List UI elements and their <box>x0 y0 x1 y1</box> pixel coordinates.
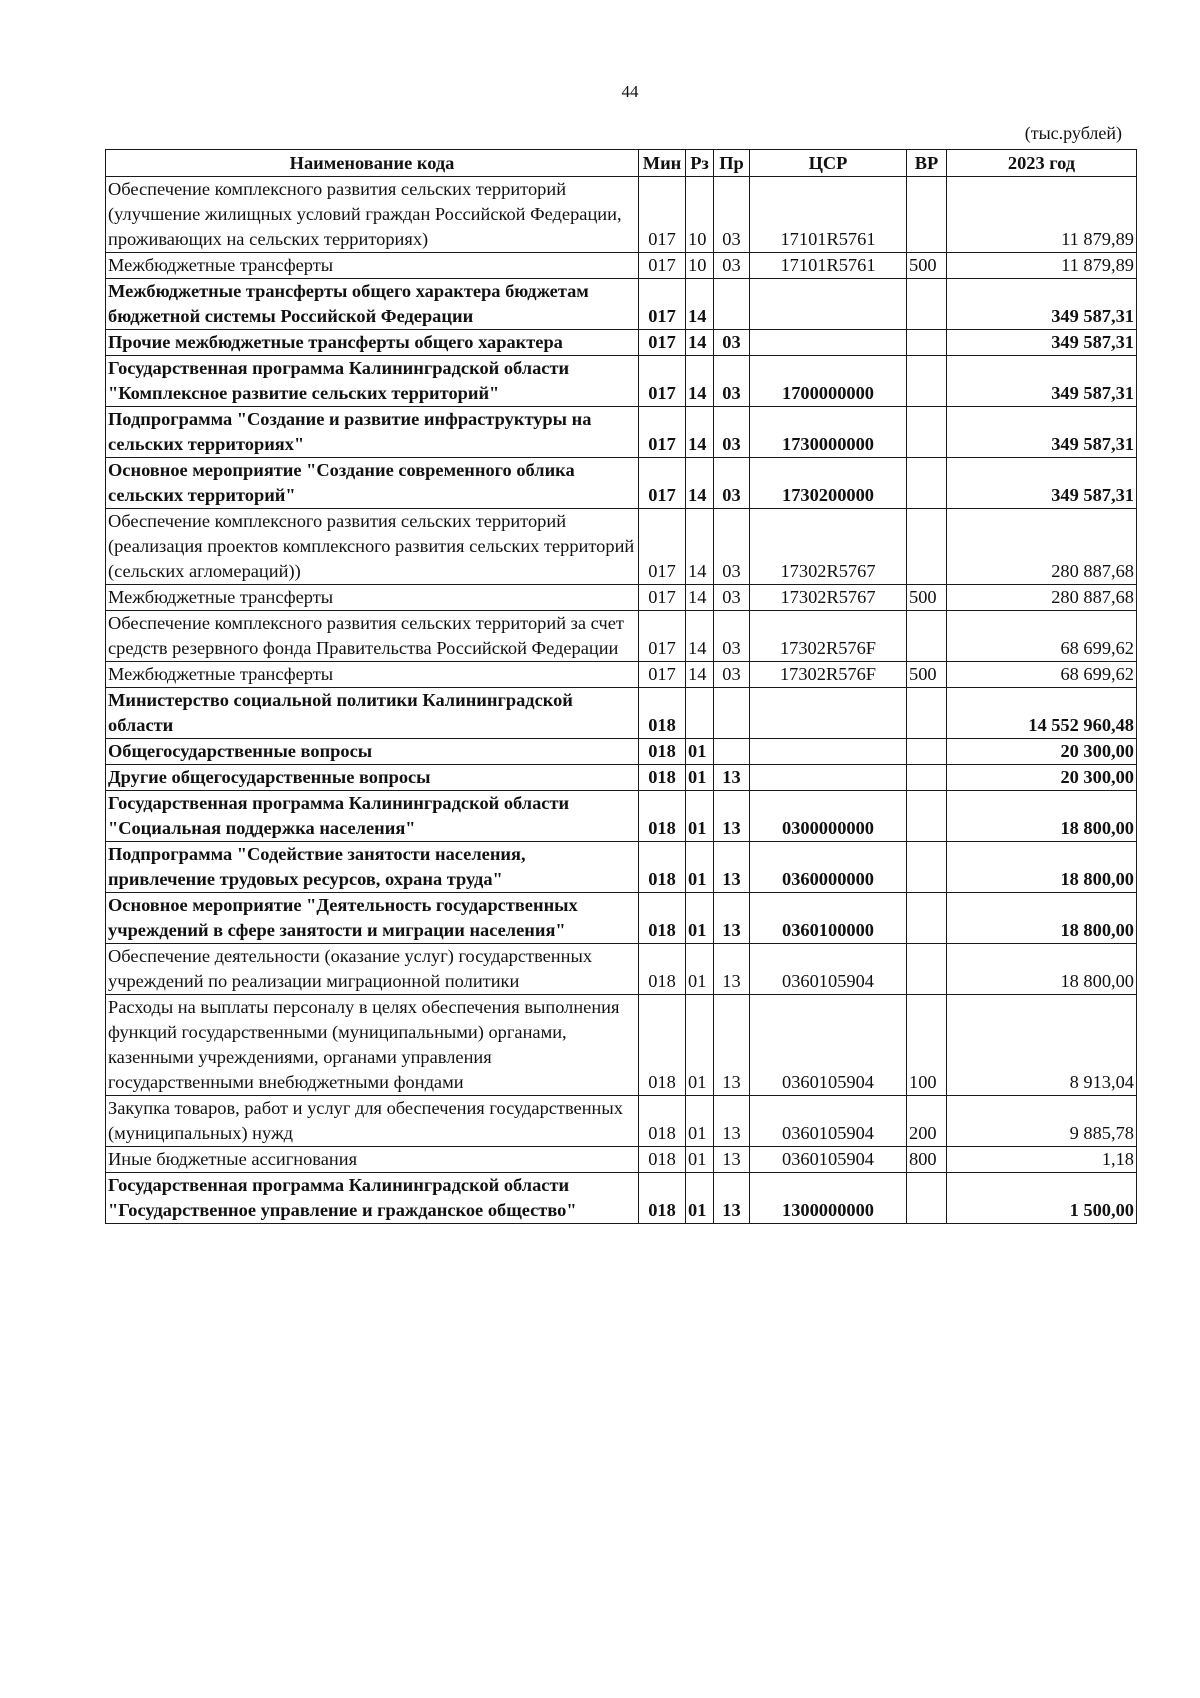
cell-amount: 1 500,00 <box>947 1173 1137 1224</box>
cell-csr: 17302R5767 <box>750 509 907 585</box>
cell-csr: 0360000000 <box>750 842 907 893</box>
cell-name: Основное мероприятие "Создание современного облика сельских территорий" <box>106 458 639 509</box>
cell-amount: 68 699,62 <box>947 611 1137 662</box>
cell-name: Подпрограмма "Создание и развитие инфраструктуры на сельских территориях" <box>106 407 639 458</box>
cell-name: Государственная программа Калининградской области "Социальная поддержка населения" <box>106 791 639 842</box>
cell-min: 017 <box>639 458 686 509</box>
cell-amount: 20 300,00 <box>947 739 1137 765</box>
cell-rz: 01 <box>686 1173 714 1224</box>
cell-vr <box>907 356 947 407</box>
cell-min: 018 <box>639 739 686 765</box>
cell-csr <box>750 765 907 791</box>
cell-csr <box>750 330 907 356</box>
cell-rz: 10 <box>686 253 714 279</box>
cell-vr <box>907 791 947 842</box>
cell-pr: 03 <box>714 509 750 585</box>
cell-name: Государственная программа Калининградской области "Государственное управление и гражданское общество" <box>106 1173 639 1224</box>
table-row <box>106 739 1137 765</box>
cell-csr: 17302R5767 <box>750 585 907 611</box>
table-row <box>106 356 1137 407</box>
header-rz: Рз <box>686 150 714 177</box>
cell-min: 017 <box>639 585 686 611</box>
table-header-row <box>106 150 1137 177</box>
cell-rz: 10 <box>686 177 714 253</box>
cell-name: Закупка товаров, работ и услуг для обеспечения государственных (муниципальных) нужд <box>106 1096 639 1147</box>
cell-vr <box>907 944 947 995</box>
cell-amount: 11 879,89 <box>947 177 1137 253</box>
cell-name: Межбюджетные трансферты <box>106 253 639 279</box>
cell-vr <box>907 893 947 944</box>
cell-pr: 13 <box>714 791 750 842</box>
cell-amount: 8 913,04 <box>947 995 1137 1096</box>
cell-csr: 17101R5761 <box>750 253 907 279</box>
cell-csr: 1730200000 <box>750 458 907 509</box>
table-row <box>106 791 1137 842</box>
cell-pr: 03 <box>714 407 750 458</box>
cell-csr: 17101R5761 <box>750 177 907 253</box>
cell-name: Прочие межбюджетные трансферты общего характера <box>106 330 639 356</box>
cell-rz <box>686 688 714 739</box>
cell-vr: 500 <box>907 662 947 688</box>
table-row <box>106 253 1137 279</box>
cell-csr: 0360105904 <box>750 1147 907 1173</box>
table-row <box>106 1173 1137 1224</box>
cell-name: Расходы на выплаты персоналу в целях обеспечения выполнения функций государственными (муниципальными) органами, казенными учреждениями, органами управления государственными внебюджетными фондами <box>106 995 639 1096</box>
cell-name: Государственная программа Калининградской области "Комплексное развитие сельских территорий" <box>106 356 639 407</box>
header-year: 2023 год <box>947 150 1137 177</box>
cell-pr: 13 <box>714 944 750 995</box>
cell-rz: 01 <box>686 944 714 995</box>
cell-csr: 17302R576F <box>750 611 907 662</box>
cell-vr <box>907 330 947 356</box>
cell-pr: 13 <box>714 995 750 1096</box>
table-row <box>106 765 1137 791</box>
cell-amount: 18 800,00 <box>947 842 1137 893</box>
table-row <box>106 407 1137 458</box>
cell-vr <box>907 279 947 330</box>
header-csr: ЦСР <box>750 150 907 177</box>
cell-min: 017 <box>639 279 686 330</box>
cell-rz: 14 <box>686 279 714 330</box>
cell-amount: 9 885,78 <box>947 1096 1137 1147</box>
cell-min: 018 <box>639 842 686 893</box>
cell-amount: 280 887,68 <box>947 585 1137 611</box>
page-number: 44 <box>621 82 639 101</box>
table-row <box>106 893 1137 944</box>
cell-rz: 01 <box>686 791 714 842</box>
cell-name: Иные бюджетные ассигнования <box>106 1147 639 1173</box>
table-row <box>106 509 1137 585</box>
cell-min: 018 <box>639 893 686 944</box>
cell-csr <box>750 279 907 330</box>
cell-rz: 14 <box>686 458 714 509</box>
cell-min: 018 <box>639 944 686 995</box>
cell-min: 018 <box>639 1096 686 1147</box>
cell-rz: 14 <box>686 330 714 356</box>
table-row <box>106 177 1137 253</box>
cell-rz: 01 <box>686 893 714 944</box>
cell-pr: 03 <box>714 458 750 509</box>
table-row <box>106 458 1137 509</box>
cell-vr <box>907 458 947 509</box>
table-row <box>106 688 1137 739</box>
cell-min: 017 <box>639 509 686 585</box>
table-body <box>106 177 1137 1224</box>
cell-name: Межбюджетные трансферты <box>106 585 639 611</box>
table-row <box>106 1096 1137 1147</box>
cell-csr: 0360105904 <box>750 944 907 995</box>
cell-pr: 13 <box>714 765 750 791</box>
cell-name: Обеспечение комплексного развития сельских территорий (реализация проектов комплексного развития сельских территорий (сельских агломераций)) <box>106 509 639 585</box>
cell-vr <box>907 688 947 739</box>
cell-csr: 0360105904 <box>750 1096 907 1147</box>
cell-rz: 14 <box>686 662 714 688</box>
cell-pr: 13 <box>714 1147 750 1173</box>
cell-csr: 1730000000 <box>750 407 907 458</box>
cell-rz: 14 <box>686 356 714 407</box>
cell-min: 017 <box>639 330 686 356</box>
cell-amount: 349 587,31 <box>947 407 1137 458</box>
cell-min: 017 <box>639 356 686 407</box>
cell-rz: 01 <box>686 765 714 791</box>
cell-min: 017 <box>639 253 686 279</box>
cell-amount: 11 879,89 <box>947 253 1137 279</box>
cell-min: 018 <box>639 995 686 1096</box>
cell-rz: 01 <box>686 842 714 893</box>
cell-pr: 03 <box>714 356 750 407</box>
cell-pr: 13 <box>714 842 750 893</box>
cell-name: Общегосударственные вопросы <box>106 739 639 765</box>
cell-pr: 03 <box>714 611 750 662</box>
cell-rz: 01 <box>686 995 714 1096</box>
cell-rz: 14 <box>686 611 714 662</box>
cell-amount: 349 587,31 <box>947 356 1137 407</box>
cell-min: 017 <box>639 662 686 688</box>
cell-rz: 14 <box>686 509 714 585</box>
cell-amount: 1,18 <box>947 1147 1137 1173</box>
cell-min: 018 <box>639 1147 686 1173</box>
cell-vr: 500 <box>907 253 947 279</box>
cell-name: Подпрограмма "Содействие занятости населения, привлечение трудовых ресурсов, охрана труда" <box>106 842 639 893</box>
cell-name: Другие общегосударственные вопросы <box>106 765 639 791</box>
cell-min: 018 <box>639 791 686 842</box>
cell-vr <box>907 177 947 253</box>
cell-min: 017 <box>639 177 686 253</box>
cell-pr: 03 <box>714 330 750 356</box>
header-vr: ВР <box>907 150 947 177</box>
cell-csr: 1700000000 <box>750 356 907 407</box>
cell-vr <box>907 739 947 765</box>
table-row <box>106 1147 1137 1173</box>
cell-vr <box>907 611 947 662</box>
budget-table <box>105 149 1137 1224</box>
cell-csr <box>750 739 907 765</box>
cell-amount: 18 800,00 <box>947 791 1137 842</box>
cell-vr: 100 <box>907 995 947 1096</box>
cell-csr: 0360105904 <box>750 995 907 1096</box>
cell-rz: 01 <box>686 739 714 765</box>
cell-vr <box>907 1173 947 1224</box>
cell-min: 017 <box>639 611 686 662</box>
cell-amount: 349 587,31 <box>947 458 1137 509</box>
cell-name: Обеспечение деятельности (оказание услуг) государственных учреждений по реализации миграционной политики <box>106 944 639 995</box>
units-label: (тыс.рублей) <box>1024 123 1122 143</box>
table-row <box>106 585 1137 611</box>
header-name: Наименование кода <box>106 150 639 177</box>
cell-amount: 349 587,31 <box>947 279 1137 330</box>
cell-pr <box>714 279 750 330</box>
cell-amount: 20 300,00 <box>947 765 1137 791</box>
cell-vr: 500 <box>907 585 947 611</box>
cell-csr: 1300000000 <box>750 1173 907 1224</box>
cell-pr: 03 <box>714 585 750 611</box>
table-row <box>106 995 1137 1096</box>
cell-name: Межбюджетные трансферты общего характера бюджетам бюджетной системы Российской Федерации <box>106 279 639 330</box>
table-row <box>106 330 1137 356</box>
cell-amount: 18 800,00 <box>947 893 1137 944</box>
cell-vr <box>907 842 947 893</box>
cell-csr: 0360100000 <box>750 893 907 944</box>
cell-amount: 18 800,00 <box>947 944 1137 995</box>
cell-pr: 03 <box>714 253 750 279</box>
cell-rz: 14 <box>686 585 714 611</box>
table-row <box>106 611 1137 662</box>
cell-vr <box>907 765 947 791</box>
cell-name: Основное мероприятие "Деятельность государственных учреждений в сфере занятости и миграции населения" <box>106 893 639 944</box>
cell-vr: 200 <box>907 1096 947 1147</box>
cell-rz: 14 <box>686 407 714 458</box>
cell-rz: 01 <box>686 1147 714 1173</box>
cell-amount: 349 587,31 <box>947 330 1137 356</box>
cell-vr <box>907 509 947 585</box>
cell-min: 018 <box>639 1173 686 1224</box>
cell-name: Министерство социальной политики Калининградской области <box>106 688 639 739</box>
cell-pr: 03 <box>714 662 750 688</box>
table-row <box>106 842 1137 893</box>
cell-pr: 03 <box>714 177 750 253</box>
cell-rz: 01 <box>686 1096 714 1147</box>
cell-name: Обеспечение комплексного развития сельских территорий (улучшение жилищных условий граждан Российской Федерации, проживающих на сельских территориях) <box>106 177 639 253</box>
table-row <box>106 944 1137 995</box>
cell-pr <box>714 739 750 765</box>
cell-amount: 68 699,62 <box>947 662 1137 688</box>
table-row <box>106 279 1137 330</box>
cell-pr: 13 <box>714 1173 750 1224</box>
cell-vr: 800 <box>907 1147 947 1173</box>
cell-pr <box>714 688 750 739</box>
cell-name: Обеспечение комплексного развития сельских территорий за счет средств резервного фонда Правительства Российской Федерации <box>106 611 639 662</box>
cell-min: 018 <box>639 765 686 791</box>
cell-vr <box>907 407 947 458</box>
cell-amount: 280 887,68 <box>947 509 1137 585</box>
cell-min: 018 <box>639 688 686 739</box>
cell-min: 017 <box>639 407 686 458</box>
cell-csr: 17302R576F <box>750 662 907 688</box>
cell-name: Межбюджетные трансферты <box>106 662 639 688</box>
table-row <box>106 662 1137 688</box>
header-pr: Пр <box>714 150 750 177</box>
cell-csr: 0300000000 <box>750 791 907 842</box>
cell-pr: 13 <box>714 1096 750 1147</box>
cell-csr <box>750 688 907 739</box>
cell-amount: 14 552 960,48 <box>947 688 1137 739</box>
header-min: Мин <box>639 150 686 177</box>
cell-pr: 13 <box>714 893 750 944</box>
